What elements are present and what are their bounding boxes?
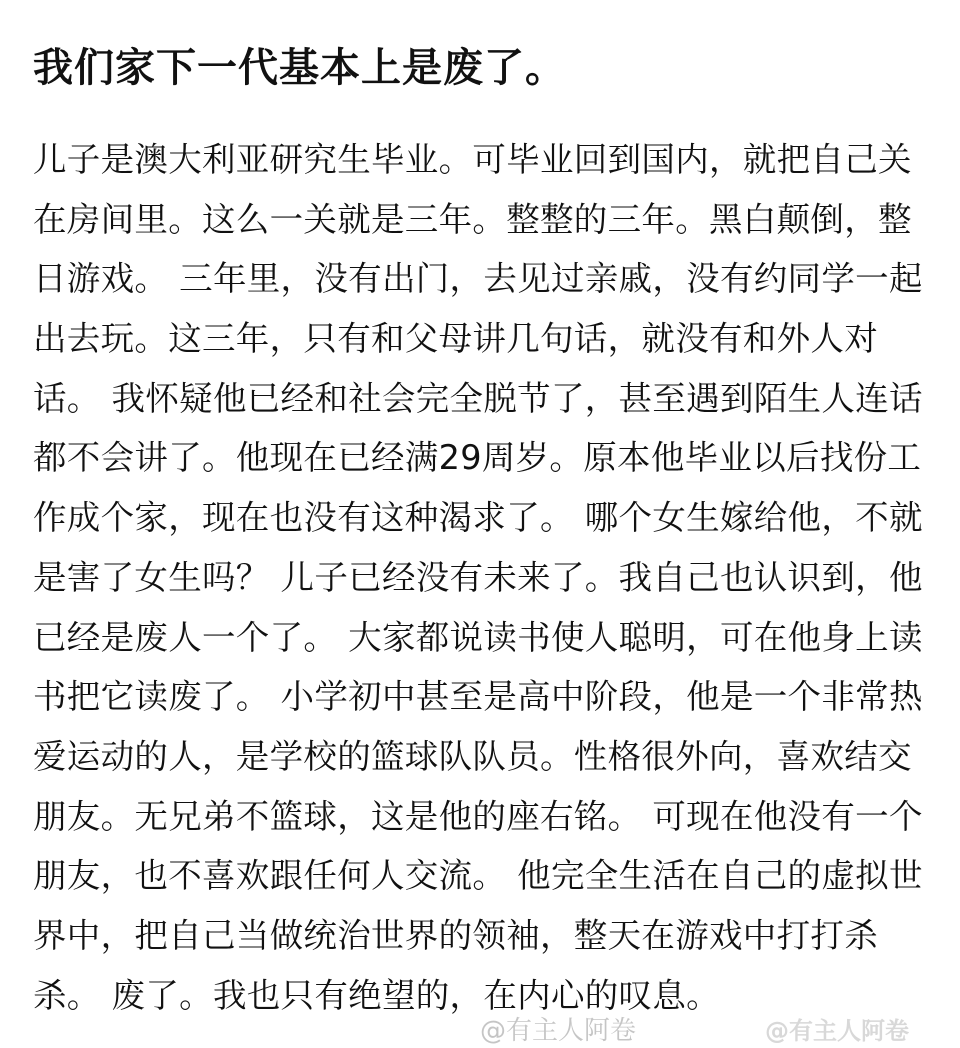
- body-line: 界中，把自己当做统治世界的领袖，整天在游戏中打打杀: [33, 915, 878, 955]
- body-line: 是害了女生吗？ 儿子已经没有未来了。我自己也认识到，他: [33, 557, 923, 597]
- post-body: [33, 140, 923, 1035]
- corner-watermark: @有主人阿卷: [765, 1017, 909, 1045]
- body-line: 出去玩。这三年，只有和父母讲几句话，就没有和外人对: [33, 319, 878, 359]
- body-line: 作成个家，现在也没有这种渴求了。 哪个女生嫁给他，不就: [33, 498, 923, 538]
- post-title: 我们家下一代基本上是废了。: [33, 45, 566, 91]
- body-line: 已经是废人一个了。 大家都说读书使人聪明，可在他身上读: [33, 617, 923, 657]
- body-line: 书把它读废了。 小学初中甚至是高中阶段，他是一个非常热: [33, 677, 923, 717]
- watermark: @有主人阿卷: [480, 1016, 637, 1046]
- body-line: 都不会讲了。他现在已经满29周岁。原本他毕业以后找份工: [33, 438, 922, 478]
- body-line: 杀。 废了。我也只有绝望的，在内心的叹息。: [33, 975, 720, 1015]
- body-line: 话。 我怀疑他已经和社会完全脱节了，甚至遇到陌生人连话: [33, 378, 923, 418]
- body-line: 爱运动的人，是学校的篮球队队员。性格很外向，喜欢结交: [33, 736, 912, 776]
- body-line: 朋友，也不喜欢跟任何人交流。 他完全生活在自己的虚拟世: [33, 856, 923, 896]
- body-line: 在房间里。这么一关就是三年。整整的三年。黑白颠倒，整: [33, 199, 912, 239]
- body-line: 日游戏。 三年里，没有出门，去见过亲戚，没有约同学一起: [33, 259, 923, 299]
- body-line: 朋友。无兄弟不篮球，这是他的座右铭。 可现在他没有一个: [33, 796, 923, 836]
- body-line: 儿子是澳大利亚研究生毕业。可毕业回到国内，就把自己关: [33, 140, 912, 179]
